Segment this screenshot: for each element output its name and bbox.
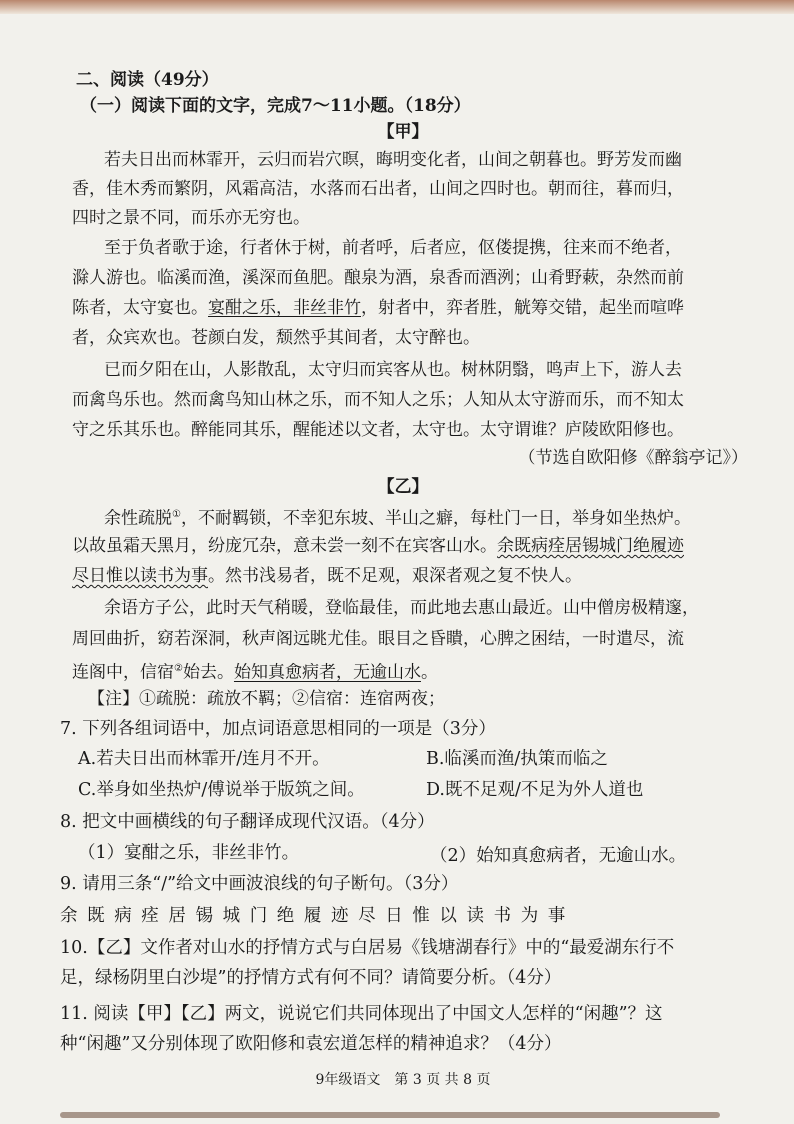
jia-p1-line3: 四时之景不同，而乐亦无穷也。 (72, 208, 310, 228)
question-7-option-c: C.举身如坐热炉/傅说举于版筑之间。 (78, 780, 365, 800)
jia-p2-line1: 至于负者歌于途，行者休于树，前者呼，后者应，伛偻提携，往来而不绝者， (104, 238, 682, 258)
part-title: （一）阅读下面的文字，完成7～11小题。（18分） (80, 96, 471, 116)
yi-p2-line2: 周回曲折，窈若深洞，秋声阁远眺尤佳。眼目之昏瞶，心脾之困结，一时遣尽，流 (72, 629, 684, 649)
yi-p1-line3-b: 。然书浅易者，既不足观，艰深者观之复不快人。 (208, 566, 582, 586)
yi-p2-line3-c: 。 (420, 662, 438, 683)
jia-p1-line2: 香，佳木秀而繁阴，风霜高洁，水落而石出者，山间之四时也。朝而往，暮而归， (72, 179, 684, 199)
question-7-stem: 7. 下列各组词语中，加点词语意思相同的一项是（3分） (60, 719, 496, 739)
yi-p2-line3 (72, 657, 438, 685)
question-7-option-d: D.既不足观/不足为外人道也 (426, 780, 644, 800)
question-8-stem: 8. 把文中画横线的句子翻译成现代汉语。（4分） (60, 812, 435, 832)
page-footer: 9年级语文 第 3 页 共 8 页 (315, 1072, 491, 1088)
yi-p2-line1: 余语方子公，此时天气稍暖，登临最佳，而此地去惠山最近。山中僧房极精邃， (104, 598, 699, 618)
jia-label: 【甲】 (377, 122, 429, 142)
question-7-option-b: B.临溪而渔/执策而临之 (426, 749, 608, 769)
question-10-line1: 10.【乙】文作者对山水的抒情方式与白居易《钱塘湖春行》中的“最爱湖东行不 (60, 938, 675, 958)
question-9-stem: 9. 请用三条“/”给文中画波浪线的句子断句。（3分） (60, 874, 459, 894)
wavy-sentence-part2: 尽日惟以读书为事 (72, 566, 208, 586)
jia-p2-line2: 滁人游也。临溪而渔，溪深而鱼肥。酿泉为酒，泉香而酒洌；山肴野蔌，杂然而前 (72, 268, 684, 288)
footnote: 【注】①疏脱：疏放不羁；②信宿：连宿两夜； (88, 689, 445, 709)
jia-source: （节选自欧阳修《醉翁亭记》） (518, 448, 748, 468)
question-9-text: 余既病痊居锡城门绝履迹尽日惟以读书为事 (60, 906, 575, 926)
yi-p1-line1 (104, 503, 691, 531)
question-10-line2: 足，绿杨阴里白沙堤”的抒情方式有何不同？请简要分析。（4分） (60, 968, 562, 988)
underlined-sentence-2: 始知真愈病者，无逾山水 (233, 662, 421, 683)
jia-p2-line3-a: 陈者，太守宴也。 (72, 298, 208, 318)
underlined-sentence-1: 宴酣之乐，非丝非竹 (208, 298, 361, 318)
jia-p2-line4: 者，众宾欢也。苍颜白发，颓然乎其间者，太守醉也。 (72, 328, 480, 348)
section-title: 二、阅读（49分） (76, 70, 219, 90)
footnote-marker-2: ② (174, 663, 183, 674)
yi-p1-line1-a: 余性疏脱 (104, 508, 172, 529)
question-7-option-a: A.若夫日出而林霏开/连月不开。 (78, 749, 330, 769)
yi-p1-line3 (72, 564, 582, 588)
yi-p1-line2-a: 以故虽霜天黑月，纷庞冗杂，意未尝一刻不在宾客山水。 (72, 536, 497, 556)
wavy-sentence-part1: 余既病痊居锡城门绝履迹 (497, 536, 684, 556)
yi-p2-line3-b: 始去。 (182, 662, 234, 683)
jia-p2-line3 (72, 296, 684, 320)
jia-p1-line1: 若夫日出而林霏开，云归而岩穴暝，晦明变化者，山间之朝暮也。野芳发而幽 (104, 150, 682, 170)
page-bottom-edge (60, 1112, 720, 1118)
yi-p1-line2 (72, 534, 684, 558)
question-8-sentence-1: （1）宴酣之乐，非丝非竹。 (78, 843, 300, 863)
jia-p3-line1: 已而夕阳在山，人影散乱，太守归而宾客从也。树林阴翳，鸣声上下，游人去 (104, 360, 682, 380)
question-11-line2: 种“闲趣”又分别体现了欧阳修和袁宏道怎样的精神追求？（4分） (60, 1034, 562, 1054)
jia-p3-line3: 守之乐其乐也。醉能同其乐，醒能述以文者，太守也。太守谓谁？庐陵欧阳修也。 (72, 420, 684, 440)
footnote-marker-1: ① (172, 509, 181, 520)
jia-p2-line3-b: ，射者中，弈者胜，觥筹交错，起坐而喧哗 (361, 298, 684, 318)
yi-p1-line1-b: ，不耐羁锁，不幸犯东坡、半山之癖，每杜门一日，举身如坐热炉。 (180, 508, 691, 529)
jia-p3-line2: 而禽鸟乐也。然而禽鸟知山林之乐，而不知人之乐；人知从太守游而乐，而不知太 (72, 390, 684, 410)
yi-p2-line3-a: 连阁中，信宿 (72, 662, 174, 683)
page-top-edge (0, 0, 794, 14)
question-11-line1: 11. 阅读【甲】【乙】两文，说说它们共同体现出了中国文人怎样的“闲趣”？这 (60, 1004, 663, 1024)
yi-label: 【乙】 (377, 477, 429, 497)
question-8-sentence-2: （2）始知真愈病者，无逾山水。 (430, 846, 687, 866)
